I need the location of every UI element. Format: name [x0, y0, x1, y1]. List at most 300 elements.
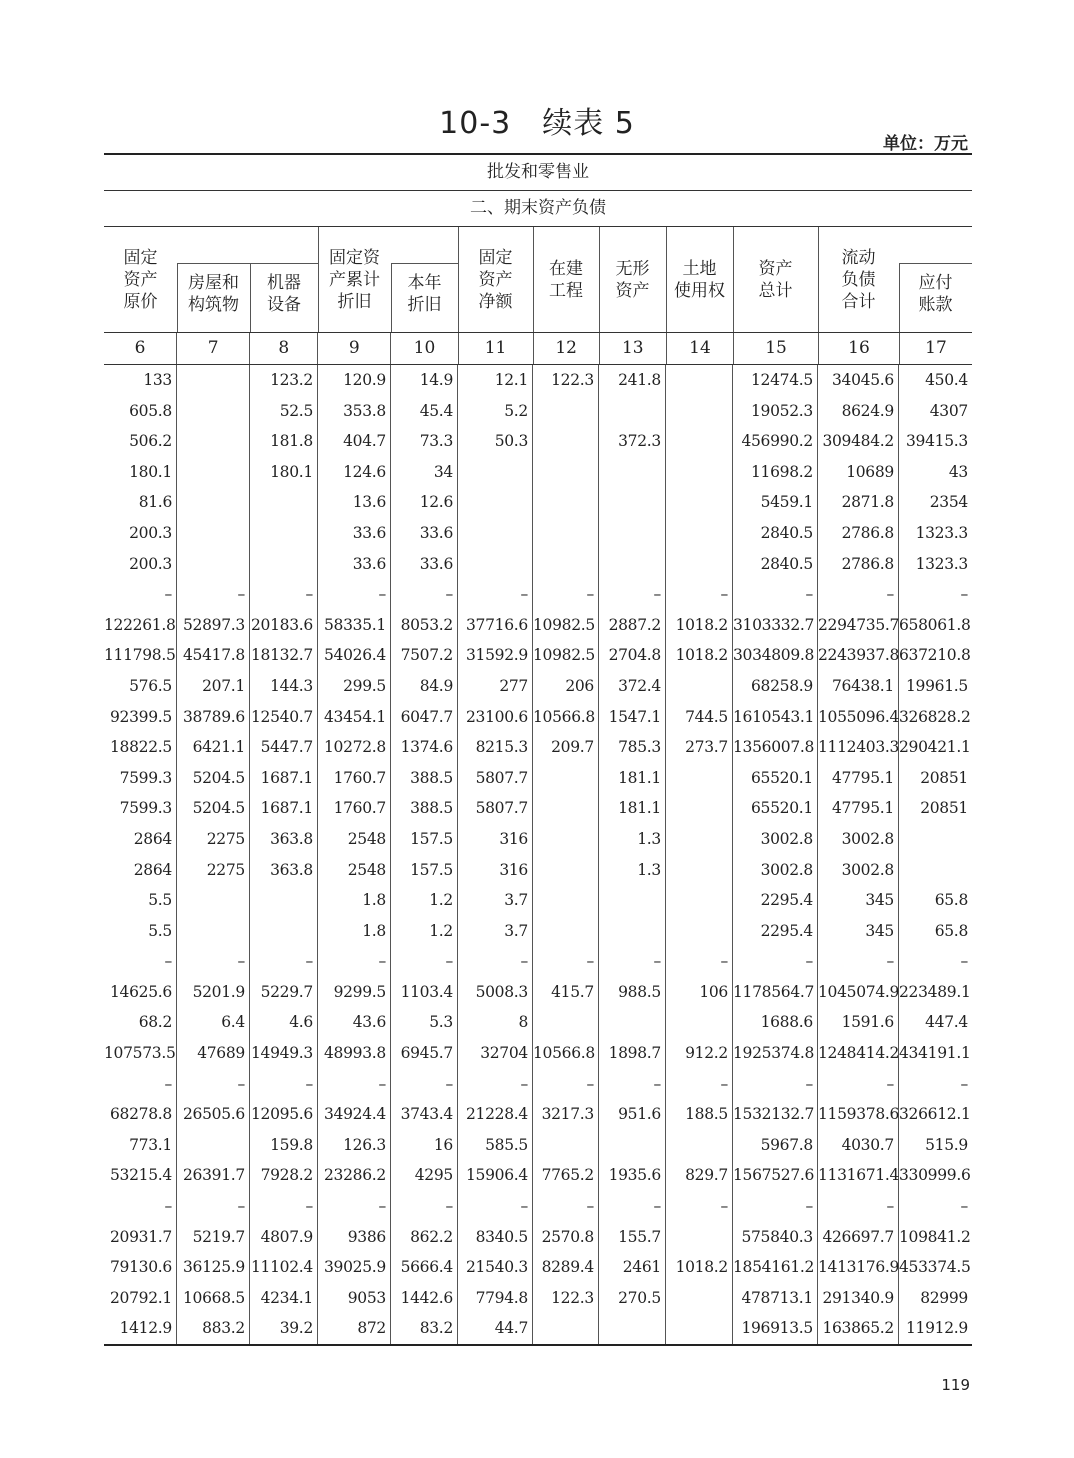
table-cell: 4030.7	[818, 1130, 899, 1161]
table-cell: –	[104, 946, 177, 977]
table-cell: 16	[391, 1130, 458, 1161]
table-cell	[599, 1130, 666, 1161]
table-cell: 207.1	[177, 671, 250, 702]
table-cell: 3.7	[458, 916, 533, 947]
table-cell	[666, 487, 733, 518]
table-cell: 155.7	[599, 1222, 666, 1253]
table-row	[104, 977, 972, 1008]
table-row	[104, 793, 972, 824]
table-cell: 15906.4	[458, 1160, 533, 1191]
table-cell: 38789.6	[177, 702, 250, 733]
table-cell	[599, 457, 666, 488]
table-cell: 1413176.9	[818, 1252, 899, 1283]
table-cell: 5204.5	[177, 793, 250, 824]
table-cell: 33.6	[318, 549, 391, 580]
table-cell: 2786.8	[818, 518, 899, 549]
table-cell: 45.4	[391, 396, 458, 427]
header-col-17: 应付 账款	[918, 273, 953, 315]
column-number: 8	[250, 333, 318, 364]
table-cell: 3743.4	[391, 1099, 458, 1130]
table-cell	[599, 487, 666, 518]
table-cell: 43	[948, 462, 968, 481]
table-cell: 206	[533, 671, 599, 702]
table-cell: 124.6	[318, 457, 391, 488]
table-cell: 1567527.6	[733, 1160, 818, 1191]
table-cell	[533, 916, 599, 947]
table-cell: 1103.4	[391, 977, 458, 1008]
table-cell: 5807.7	[458, 793, 533, 824]
table-cell	[599, 1313, 666, 1344]
table-cell: –	[177, 946, 250, 977]
table-cell: 744.5	[666, 702, 733, 733]
table-cell: 7599.3	[104, 763, 177, 794]
table-cell: –	[458, 579, 533, 610]
table-cell: 1323.3	[915, 554, 968, 573]
table-cell: 1.3	[599, 824, 666, 855]
table-cell: 81.6	[104, 487, 177, 518]
table-cell: 45417.8	[177, 640, 250, 671]
table-cell	[250, 549, 318, 580]
table-cell: 277	[458, 671, 533, 702]
table-cell: 107573.5	[104, 1038, 177, 1069]
table-cell: 65520.1	[733, 793, 818, 824]
table-cell: 1.8	[318, 885, 391, 916]
table-cell: 144.3	[250, 671, 318, 702]
table-cell: 18822.5	[104, 732, 177, 763]
table-row	[104, 1069, 972, 1100]
table-cell: 345	[818, 916, 899, 947]
table-cell: 21228.4	[458, 1099, 533, 1130]
column-number: 11	[459, 333, 534, 364]
table-cell: –	[960, 585, 968, 604]
table-cell	[666, 1283, 733, 1314]
table-cell: 12.1	[458, 365, 533, 396]
table-cell: –	[533, 579, 599, 610]
column-number: 16	[819, 333, 900, 364]
header-col-7: 房屋和 构筑物	[188, 273, 239, 315]
table-cell: 330999.6	[899, 1166, 971, 1185]
table-cell: –	[666, 946, 733, 977]
table-cell: 506.2	[104, 426, 177, 457]
table-cell: 2295.4	[733, 885, 818, 916]
table-cell: –	[250, 1069, 318, 1100]
column-number: 7	[177, 333, 250, 364]
table-cell	[177, 549, 250, 580]
table-cell: –	[458, 1069, 533, 1100]
table-cell: 33.6	[391, 518, 458, 549]
table-cell: 2294735.7	[818, 610, 899, 641]
table-cell	[666, 916, 733, 947]
table-cell: 11698.2	[733, 457, 818, 488]
table-cell: 1412.9	[104, 1313, 177, 1344]
table-cell: 181.1	[599, 793, 666, 824]
table-row	[104, 732, 972, 763]
table-cell: 12540.7	[250, 702, 318, 733]
table-cell	[458, 549, 533, 580]
table-cell	[533, 549, 599, 580]
table-cell: 1131671.4	[818, 1160, 899, 1191]
table-cell: 92399.5	[104, 702, 177, 733]
table-cell: 163865.2	[818, 1313, 899, 1344]
table-cell: 2871.8	[818, 487, 899, 518]
table-cell: 1687.1	[250, 793, 318, 824]
column-number: 15	[734, 333, 819, 364]
table-cell: 10668.5	[177, 1283, 250, 1314]
table-cell: 6945.7	[391, 1038, 458, 1069]
table-cell: –	[104, 579, 177, 610]
table-cell: –	[960, 952, 968, 971]
header-col-14: 土地 使用权	[674, 259, 725, 301]
column-number: 10	[391, 333, 458, 364]
table-cell: 12.6	[391, 487, 458, 518]
table-cell: 196913.5	[733, 1313, 818, 1344]
table-row	[104, 702, 972, 733]
table-cell: 12474.5	[733, 365, 818, 396]
column-number: 9	[318, 333, 391, 364]
table-cell: 8215.3	[458, 732, 533, 763]
table-cell	[177, 916, 250, 947]
table-cell: –	[250, 946, 318, 977]
table-cell: 2887.2	[599, 610, 666, 641]
table-row	[104, 1252, 972, 1283]
table-cell: –	[458, 1191, 533, 1222]
table-cell	[666, 457, 733, 488]
header-col-8: 机器 设备	[267, 273, 301, 315]
table-cell: 10566.8	[533, 1038, 599, 1069]
table-cell: 4.6	[250, 1007, 318, 1038]
table-cell: 47795.1	[818, 763, 899, 794]
table-cell: 637210.8	[899, 646, 971, 665]
table-row	[104, 885, 972, 916]
table-cell	[177, 457, 250, 488]
table-cell: 316	[458, 855, 533, 886]
table-cell: 2786.8	[818, 549, 899, 580]
table-cell: 2275	[177, 855, 250, 886]
table-cell: 10689	[818, 457, 899, 488]
table-cell: 883.2	[177, 1313, 250, 1344]
page-number: 119	[941, 1376, 970, 1394]
section-header: 批发和零售业	[104, 153, 972, 191]
table-cell	[666, 365, 733, 396]
header-col-15: 资产 总计	[758, 259, 793, 301]
table-cell: 773.1	[104, 1130, 177, 1161]
table-cell: –	[666, 1191, 733, 1222]
table-cell: 1.8	[318, 916, 391, 947]
table-cell	[899, 855, 972, 886]
table-cell: 8624.9	[818, 396, 899, 427]
table-cell: 39025.9	[318, 1252, 391, 1283]
table-cell: –	[104, 1069, 177, 1100]
table-cell: 5.2	[458, 396, 533, 427]
table-cell: –	[250, 579, 318, 610]
table-cell: 21540.3	[458, 1252, 533, 1283]
table-cell: 7928.2	[250, 1160, 318, 1191]
column-headers	[104, 227, 972, 333]
header-col-13: 无形 资产	[615, 259, 650, 301]
header-col-16: 流动 负债 合计	[841, 248, 876, 312]
table-cell: 453374.5	[899, 1258, 971, 1277]
table-cell: 1356007.8	[733, 732, 818, 763]
table-row	[104, 1007, 972, 1038]
table-cell: 7794.8	[458, 1283, 533, 1314]
table-cell: 65.8	[934, 891, 968, 910]
table-cell: 363.8	[250, 855, 318, 886]
table-body	[104, 365, 972, 1346]
table-cell: 109841.2	[899, 1227, 971, 1246]
table-cell: 65520.1	[733, 763, 818, 794]
table-cell: 316	[458, 824, 533, 855]
table-cell: 363.8	[250, 824, 318, 855]
table-cell: 388.5	[391, 793, 458, 824]
table-cell: 10566.8	[533, 702, 599, 733]
table-cell: –	[818, 1191, 899, 1222]
table-cell: 1248414.2	[818, 1038, 899, 1069]
table-cell: 605.8	[104, 396, 177, 427]
header-col-11: 固定 资产 净额	[478, 248, 513, 312]
table-cell: 3.7	[458, 885, 533, 916]
table-cell: 76438.1	[818, 671, 899, 702]
table-cell: 122.3	[533, 365, 599, 396]
table-cell: –	[599, 946, 666, 977]
table-cell	[177, 487, 250, 518]
table-cell: 4295	[391, 1160, 458, 1191]
table-row	[104, 1191, 972, 1222]
table-cell: –	[104, 1191, 177, 1222]
table-cell: 456990.2	[733, 426, 818, 457]
table-cell: 20931.7	[104, 1222, 177, 1253]
table-cell: –	[177, 579, 250, 610]
table-row	[104, 1130, 972, 1161]
table-cell: 1178564.7	[733, 977, 818, 1008]
table-cell: 36125.9	[177, 1252, 250, 1283]
table-cell: 912.2	[666, 1038, 733, 1069]
table-cell	[666, 793, 733, 824]
table-cell: –	[177, 1069, 250, 1100]
table-cell: 34045.6	[818, 365, 899, 396]
table-cell: –	[533, 1191, 599, 1222]
table-row	[104, 1222, 972, 1253]
table-row	[104, 549, 972, 580]
table-cell	[899, 824, 972, 855]
header-col-10: 本年 折旧	[407, 273, 442, 315]
table-row	[104, 457, 972, 488]
table-cell: 8053.2	[391, 610, 458, 641]
table-cell: 4307	[929, 401, 968, 420]
table-cell: 159.8	[250, 1130, 318, 1161]
table-cell: 33.6	[318, 518, 391, 549]
table-cell: 7765.2	[533, 1160, 599, 1191]
table-cell	[666, 824, 733, 855]
table-cell	[533, 426, 599, 457]
table-cell	[533, 457, 599, 488]
table-cell: 1055096.4	[818, 702, 899, 733]
table-cell: 2840.5	[733, 549, 818, 580]
table-cell: –	[818, 1069, 899, 1100]
table-row	[104, 579, 972, 610]
table-cell: 209.7	[533, 732, 599, 763]
table-cell: 5666.4	[391, 1252, 458, 1283]
table-cell: 862.2	[391, 1222, 458, 1253]
table-cell: 447.4	[925, 1013, 968, 1032]
table-cell	[599, 1007, 666, 1038]
unit-label: 单位：万元	[883, 134, 968, 154]
table-cell: 1374.6	[391, 732, 458, 763]
table-cell: 2243937.8	[818, 640, 899, 671]
table-cell: 3002.8	[818, 824, 899, 855]
table-cell: –	[733, 1069, 818, 1100]
table-cell: 6047.7	[391, 702, 458, 733]
table-cell	[177, 1130, 250, 1161]
table-cell: 388.5	[391, 763, 458, 794]
table-cell: 4807.9	[250, 1222, 318, 1253]
table-row	[104, 1313, 972, 1344]
table-cell: 53215.4	[104, 1160, 177, 1191]
table-cell: 9053	[318, 1283, 391, 1314]
table-cell: 372.3	[599, 426, 666, 457]
table-cell: –	[391, 1069, 458, 1100]
table-cell: 20183.6	[250, 610, 318, 641]
table-cell: 4234.1	[250, 1283, 318, 1314]
table-cell: 785.3	[599, 732, 666, 763]
table-cell	[533, 1130, 599, 1161]
table-cell: 14949.3	[250, 1038, 318, 1069]
table-cell: 3002.8	[733, 824, 818, 855]
table-cell: 2275	[177, 824, 250, 855]
table-cell: 241.8	[599, 365, 666, 396]
table-cell: 7507.2	[391, 640, 458, 671]
table-cell: 54026.4	[318, 640, 391, 671]
table-cell: 2354	[929, 493, 968, 512]
column-number: 12	[534, 333, 600, 364]
table-cell: 9299.5	[318, 977, 391, 1008]
header-col-6: 固定 资产 原价	[123, 248, 158, 312]
table-cell: 1935.6	[599, 1160, 666, 1191]
table-cell: 1018.2	[666, 610, 733, 641]
table-cell: 14625.6	[104, 977, 177, 1008]
table-cell	[599, 396, 666, 427]
table-cell: 478713.1	[733, 1283, 818, 1314]
table-cell: 181.1	[599, 763, 666, 794]
table-cell	[533, 763, 599, 794]
table-cell: 5459.1	[733, 487, 818, 518]
table-cell: –	[960, 1074, 968, 1093]
table-cell	[533, 824, 599, 855]
table-cell: –	[318, 1191, 391, 1222]
table-cell: 39.2	[250, 1313, 318, 1344]
table-cell: 1018.2	[666, 640, 733, 671]
table-cell: 68278.8	[104, 1099, 177, 1130]
column-number: 13	[600, 333, 667, 364]
table-cell: 2548	[318, 855, 391, 886]
table-cell: –	[177, 1191, 250, 1222]
table-row	[104, 365, 972, 396]
table-cell: 3034809.8	[733, 640, 818, 671]
table-cell: 290421.1	[899, 738, 971, 757]
table-cell: 450.4	[925, 371, 968, 389]
table-cell	[666, 671, 733, 702]
table-cell: 3002.8	[818, 855, 899, 886]
table-cell: –	[818, 946, 899, 977]
column-number: 6	[104, 333, 177, 364]
table-cell: 43454.1	[318, 702, 391, 733]
table-cell: –	[391, 946, 458, 977]
table-cell	[666, 1130, 733, 1161]
table-cell: 5229.7	[250, 977, 318, 1008]
table-row	[104, 671, 972, 702]
table-cell: 37716.6	[458, 610, 533, 641]
table-cell: 1.2	[391, 885, 458, 916]
table-cell: 1925374.8	[733, 1038, 818, 1069]
table-cell	[177, 885, 250, 916]
table-cell	[599, 885, 666, 916]
table-cell: 26505.6	[177, 1099, 250, 1130]
table-cell: 1532132.7	[733, 1099, 818, 1130]
table-cell: 111798.5	[104, 640, 177, 671]
table-cell	[666, 855, 733, 886]
table-cell: 291340.9	[818, 1283, 899, 1314]
table-cell: 658061.8	[899, 615, 971, 634]
table-cell: 11912.9	[906, 1319, 968, 1338]
table-cell: 404.7	[318, 426, 391, 457]
table-cell	[599, 518, 666, 549]
table-cell: 353.8	[318, 396, 391, 427]
table-cell: 68.2	[104, 1007, 177, 1038]
table-cell: 73.3	[391, 426, 458, 457]
table-cell: 48993.8	[318, 1038, 391, 1069]
table-cell: 1112403.3	[818, 732, 899, 763]
table-cell: 5.5	[104, 885, 177, 916]
table-cell: –	[599, 1069, 666, 1100]
table-cell	[250, 885, 318, 916]
table-cell: –	[960, 1197, 968, 1216]
table-cell: 8340.5	[458, 1222, 533, 1253]
table-cell	[458, 487, 533, 518]
table-cell: 575840.3	[733, 1222, 818, 1253]
column-number: 17	[925, 338, 947, 358]
table-cell: 3103332.7	[733, 610, 818, 641]
table-cell: 68258.9	[733, 671, 818, 702]
table-cell: 5447.7	[250, 732, 318, 763]
table-cell: –	[733, 579, 818, 610]
table-cell: –	[818, 579, 899, 610]
table-cell	[533, 518, 599, 549]
table-cell: –	[250, 1191, 318, 1222]
table-cell: 50.3	[458, 426, 533, 457]
page-title: 10-3 续表 5	[439, 106, 635, 141]
table-cell: 188.5	[666, 1099, 733, 1130]
table-cell: 829.7	[666, 1160, 733, 1191]
table-cell: 122261.8	[104, 610, 177, 641]
table-cell	[458, 457, 533, 488]
table-cell: 2864	[104, 824, 177, 855]
table-cell: 26391.7	[177, 1160, 250, 1191]
table-cell	[533, 1313, 599, 1344]
table-cell	[666, 549, 733, 580]
table-cell: 84.9	[391, 671, 458, 702]
table-cell: 309484.2	[818, 426, 899, 457]
table-cell: 1687.1	[250, 763, 318, 794]
table-cell: 18132.7	[250, 640, 318, 671]
table-cell: 181.8	[250, 426, 318, 457]
table-cell: 120.9	[318, 365, 391, 396]
table-cell: 1045074.9	[818, 977, 899, 1008]
table-cell: 415.7	[533, 977, 599, 1008]
table-cell: 10982.5	[533, 640, 599, 671]
table-cell: 2840.5	[733, 518, 818, 549]
table-cell: –	[318, 946, 391, 977]
table-cell: 32704	[458, 1038, 533, 1069]
table-cell: 33.6	[391, 549, 458, 580]
